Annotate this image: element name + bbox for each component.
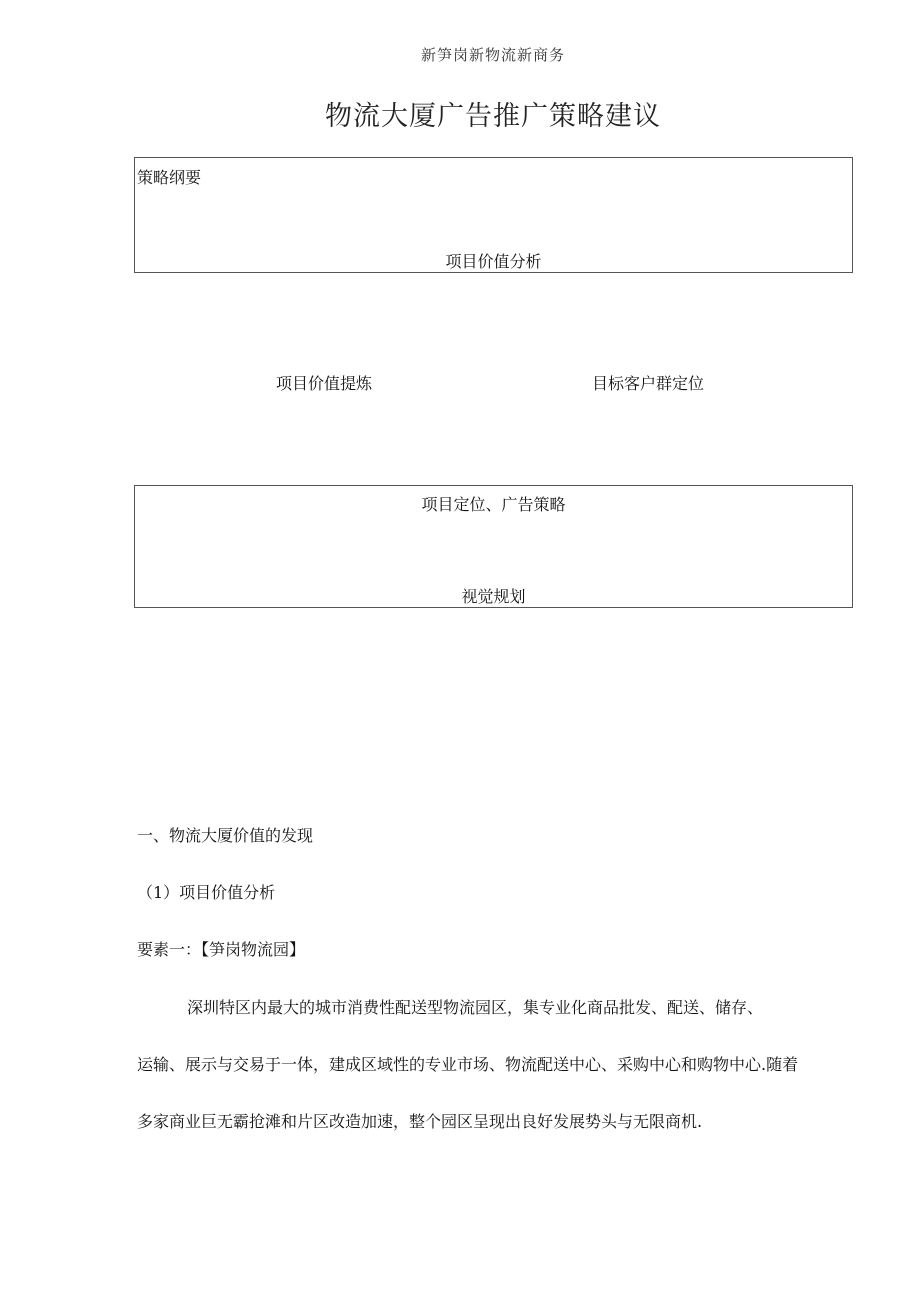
- paragraph-line: 运输、展示与交易于一体，建成区域性的专业市场、物流配送中心、采购中心和购物中心.随着: [137, 1055, 799, 1074]
- section-heading: 一、物流大厦价值的发现: [137, 826, 314, 845]
- element-heading: 要素一：【笋岗物流园】: [137, 940, 306, 959]
- page-header: 新笋岗新物流新商务: [420, 46, 565, 64]
- paragraph-line: 深圳特区内最大的城市消费性配送型物流园区，集专业化商品批发、配送、储存、: [187, 998, 764, 1017]
- subsection-heading: （1）项目价值分析: [137, 883, 276, 902]
- positioning-label: 项目定位、广告策略: [421, 495, 566, 514]
- target-customer-label: 目标客户群定位: [592, 374, 705, 393]
- document-title: 物流大厦广告推广策略建议: [325, 101, 661, 132]
- paragraph-line: 多家商业巨无霸抢滩和片区改造加速，整个园区呈现出良好发展势头与无限商机.: [137, 1112, 703, 1131]
- visual-plan-label: 视觉规划: [461, 587, 526, 606]
- outline-label: 策略纲要: [137, 168, 202, 187]
- value-analysis-label: 项目价值分析: [445, 252, 542, 271]
- value-refine-label: 项目价值提炼: [276, 374, 373, 393]
